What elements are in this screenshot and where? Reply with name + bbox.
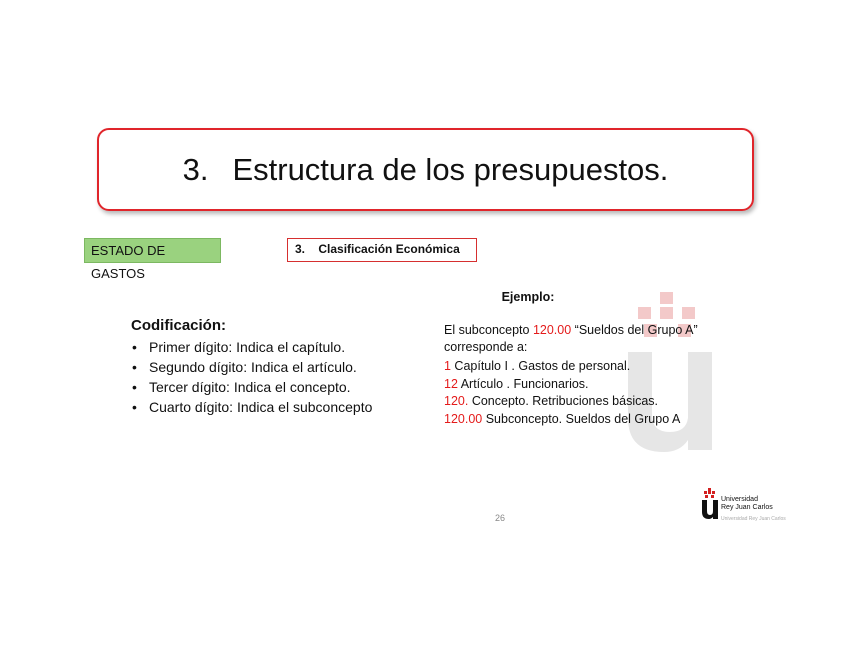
- ejemplo-line-2: corresponde a:: [444, 340, 528, 354]
- section-label-box: [84, 238, 221, 281]
- ejemplo-row-text: Subconcepto. Sueldos del Grupo A: [482, 412, 681, 426]
- logo-text: [721, 496, 773, 512]
- ejemplo-row-code: 120.: [444, 394, 469, 408]
- logo-line-1: Universidad: [721, 496, 758, 503]
- ejemplo-row: [444, 412, 764, 426]
- ejemplo-row-code: 1: [444, 359, 451, 373]
- ejemplo-row-text: Capítulo I . Gastos de personal.: [450, 359, 631, 373]
- title-box: [97, 128, 754, 211]
- ejemplo-row-code: 12: [444, 377, 458, 391]
- codificacion-item: • Tercer dígito: Indica el concepto.: [131, 377, 421, 397]
- codificacion-item: • Segundo dígito: Indica el artículo.: [131, 357, 421, 377]
- slide-title: Estructura de los presupuestos.: [232, 151, 669, 187]
- ejemplo-heading: Ejemplo:: [501, 290, 555, 304]
- ejemplo-line1-post: “Sueldos del Grupo A”: [571, 323, 698, 337]
- logo-line-2: Rey Juan Carlos: [721, 504, 773, 511]
- ejemplo-row: [444, 394, 764, 408]
- title-number: 3.: [182, 151, 209, 187]
- section-label: ESTADO DE GASTOS: [91, 243, 166, 281]
- ejemplo-row-code: 120.00: [444, 412, 483, 426]
- ejemplo-row-text: Concepto. Retribuciones básicas.: [468, 394, 659, 408]
- codificacion-item: • Primer dígito: Indica el capítulo.: [131, 337, 421, 357]
- codificacion-list: [131, 337, 421, 417]
- ejemplo-row-text: Artículo . Funcionarios.: [457, 377, 589, 391]
- subsection-number: 3.: [295, 242, 306, 256]
- codificacion-heading: Codificación:: [131, 317, 227, 334]
- codificacion-block: [131, 317, 421, 417]
- codificacion-item: • Cuarto dígito: Indica el subconcepto: [131, 397, 421, 417]
- ejemplo-line1-code: 120.00: [532, 323, 572, 337]
- page-number: 26: [494, 513, 505, 523]
- ejemplo-line-1: [444, 323, 764, 337]
- subsection-label-box: [287, 238, 477, 262]
- ejemplo-row: [444, 377, 764, 391]
- ejemplo-line1-pre: El subconcepto: [444, 323, 533, 337]
- subsection-label: Clasificación Económica: [318, 242, 460, 256]
- logo-subtitle: Universidad Rey Juan Carlos: [721, 516, 786, 522]
- ejemplo-row: [444, 359, 764, 373]
